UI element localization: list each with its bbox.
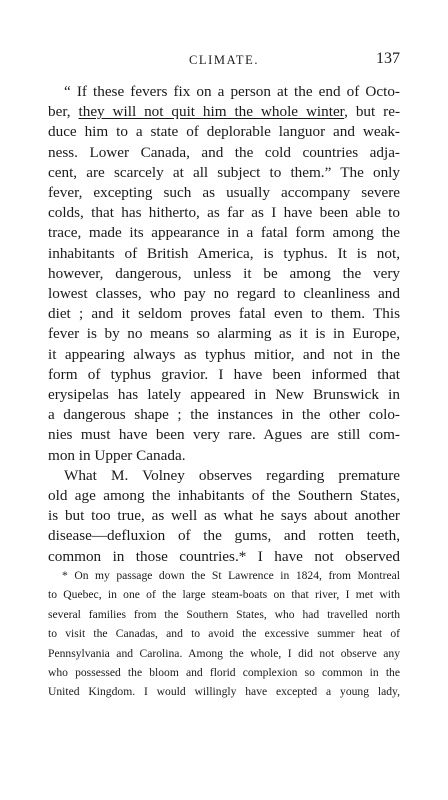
text-line: however, dangerous, unless it be among the very [48,264,400,282]
text-line: ness. Lower Canada, and the cold countries adja- [48,143,400,161]
running-title: CLIMATE. [188,53,260,67]
running-head [48,50,400,70]
footnote-line: United Kingdom. I would willingly have excepted a young lady, [48,685,400,699]
footnote [48,566,400,702]
text-line: form of typhus gravior. I have been informed that [48,365,400,383]
text-line: fever is by no means so alarming as it is in Europe, [48,325,400,343]
footnote-line: to Quebec, in one of the large steam-boats on that river, I met with [48,588,400,602]
body-text [48,82,400,567]
text-line: mon in Upper Canada. [48,446,186,464]
text-line: cent, are scarcely at all subject to them.” The only [48,163,400,181]
text-line: lowest classes, who pay no regard to cleanliness and [48,285,400,303]
footnote-line: who possessed the bloom and florid complexion so common in the [48,666,400,680]
text-line: it appearing always as typhus mitior, and not in the [48,345,400,363]
text-line: inhabitants of British America, is typhus. It is not, [48,244,400,262]
underlined-phrase: they will not quit him the whole winter [78,103,345,121]
text-line: What M. Volney observes regarding premature [64,466,400,484]
text-line: erysipelas has lately appeared in New Brunswick in [48,386,400,404]
footnote-line: * On my passage down the St Lawrence in 1824, from Montreal [62,569,400,582]
footnote-line: Pennsylvania and Carolina. Among the whole, I did not observe any [48,646,400,660]
text-line: “ If these fevers fix on a person at the end of Octo- [64,83,400,100]
footnote-line: several families from the Southern States, who had travelled north [48,607,400,621]
text-line: diet ; and it seldom proves fatal even to them. This [48,305,400,323]
text-line: disease—defluxion of the gums, and rotten teeth, [48,527,400,545]
text-line: ber, they will not quit him the whole winter, but re- [48,103,401,121]
text-line: a dangerous shape ; the instances in the other colo- [48,406,400,424]
text-line: is but too true, as well as what he says about another [48,507,400,525]
page-number: 137 [376,50,400,67]
text-line: old age among the inhabitants of the Southern States, [48,487,400,505]
text-line: fever, excepting such as usually accompany severe [48,184,400,202]
footnote-line: to visit the Canadas, and to avoid the excessive summer heat of [48,627,400,641]
text-line: common in those countries.* I have not observed [48,547,400,565]
text-line: trace, made its appearance in a fatal form among the [48,224,400,242]
text-line: colds, that has hitherto, as far as I have been able to [48,204,400,222]
text-line: duce him to a state of deplorable languor and weak- [48,123,400,141]
text-line: nies must have been very rare. Agues are still com- [48,426,400,444]
